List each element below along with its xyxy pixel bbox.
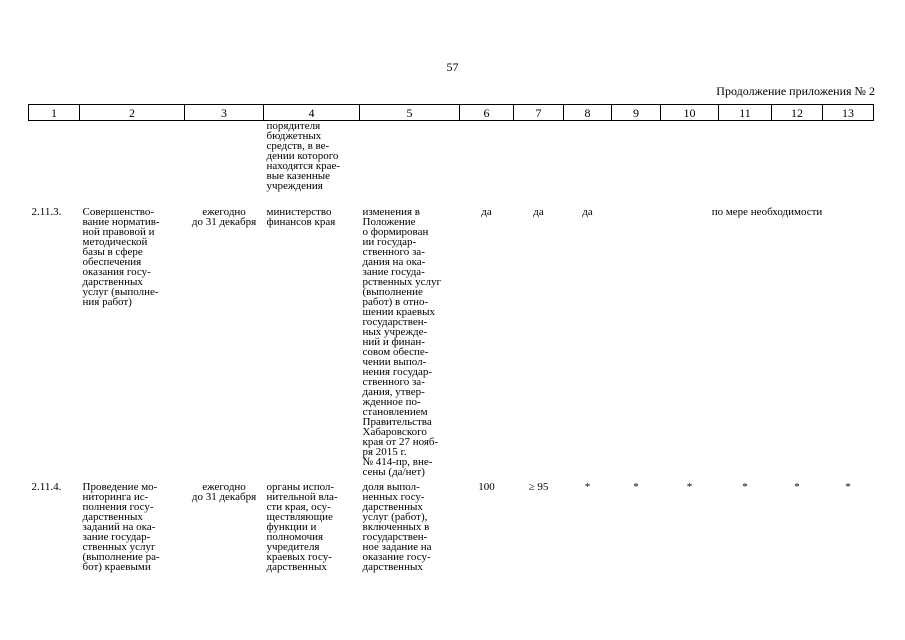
cell-line: зание госуда- [362, 266, 425, 278]
activity-cell [80, 207, 185, 477]
cell-line: (выполнение ра- [82, 551, 160, 563]
cell-line: сти края, осу- [266, 501, 331, 513]
responsible-cell [264, 482, 360, 572]
cell-line: дания на ока- [362, 256, 426, 268]
cell-line: Положение [362, 216, 416, 228]
header-col-2: 2 [80, 105, 185, 121]
value-col-8: * [584, 481, 591, 493]
cell-line: базы в сфере [82, 246, 143, 258]
cell-line: работ) в отно- [362, 296, 429, 308]
header-col-9: 9 [612, 105, 661, 121]
value-col-9: * [633, 481, 639, 493]
cell-line: (выполнение [362, 286, 423, 298]
indicator-cell [360, 482, 460, 572]
header-col-3: 3 [185, 105, 264, 121]
cell-line: дарственных [266, 561, 327, 573]
cell-line: чении выпол- [362, 356, 427, 368]
cell-line: дарственных [362, 501, 423, 513]
cell-line: бот) краевыми [82, 561, 151, 573]
cell-line: ственного за- [362, 376, 425, 388]
cell-line: изменения в [362, 206, 420, 218]
cell-line: о формирован [362, 226, 429, 238]
value-col-8: да [582, 206, 593, 218]
cell-line: средств, в ве- [266, 140, 330, 152]
header-col-8: 8 [564, 105, 612, 121]
responsible-cell [264, 207, 360, 477]
cell-line: государствен- [362, 316, 428, 328]
header-col-11: 11 [719, 105, 772, 121]
header-col-4: 4 [264, 105, 360, 121]
header-col-12: 12 [772, 105, 823, 121]
deadline-cell [185, 482, 264, 572]
cell-line: ществляющие [266, 511, 333, 523]
cell-line: ежегодно [202, 481, 246, 493]
continuation-col4-cell [264, 121, 360, 192]
cell-line: полнения госу- [82, 501, 154, 513]
cell-line: ния работ) [82, 296, 132, 308]
cell-line: полномочия [266, 531, 324, 543]
value-col-12: * [794, 481, 800, 493]
page-number: 57 [446, 60, 459, 74]
cell-line: функции и [266, 521, 317, 533]
cell-line: включенных в [362, 521, 430, 533]
value-col-7: ≥ 95 [528, 481, 549, 493]
cell-line: жденное по- [362, 396, 421, 408]
cell-line: финансов края [266, 216, 336, 228]
header-col-6: 6 [460, 105, 514, 121]
header-col-1: 1 [29, 105, 80, 121]
cell-line: услуг (выполне- [82, 286, 159, 298]
cell-line: ний и финан- [362, 336, 425, 348]
cell-line: ря 2015 г. [362, 446, 407, 458]
plan-table [28, 104, 874, 572]
cell-line: Правительства [362, 416, 432, 428]
cell-line: ии государ- [362, 236, 417, 248]
cell-line: ежегодно [202, 206, 246, 218]
header-col-10: 10 [661, 105, 719, 121]
value-col-6: 100 [478, 481, 495, 493]
cell-line: нительной вла- [266, 491, 338, 503]
cell-line: до 31 декабря [191, 216, 257, 228]
value-col-13: * [845, 481, 851, 493]
cell-line: дарственных [82, 276, 143, 288]
cell-line: порядителя [266, 120, 321, 132]
cell-line: шении краевых [362, 306, 435, 318]
header-row [29, 105, 874, 121]
cell-line: вые казенные [266, 170, 331, 182]
value-col-10-13: по мере необходимости [711, 206, 823, 218]
cell-line: ной правовой и [82, 226, 155, 238]
cell-line: края от 27 нояб- [362, 436, 439, 448]
value-col-7: да [533, 206, 544, 218]
cell-line: дарственных [82, 511, 143, 523]
value-col-11: * [742, 481, 748, 493]
continuation-label: Продолжение приложения № 2 [716, 84, 875, 98]
cell-line: дении которого [266, 150, 339, 162]
cell-line: министерство [266, 206, 332, 218]
cell-line: ственных услуг [82, 541, 156, 553]
activity-cell [80, 482, 185, 572]
cell-line: Хабаровского [362, 426, 427, 438]
row-number: 2.11.3. [31, 206, 62, 218]
cell-line: оказания госу- [82, 266, 151, 278]
cell-line: органы испол- [266, 481, 335, 493]
value-col-10: * [686, 481, 693, 493]
cell-line: доля выпол- [362, 481, 420, 493]
cell-line: рственных услуг [362, 276, 441, 288]
cell-line: услуг (работ), [362, 511, 428, 523]
cell-line: находятся крае- [266, 160, 341, 172]
cell-line: учреждения [266, 180, 323, 192]
cell-line: до 31 декабря [191, 491, 257, 503]
cell-line: дания, утвер- [362, 386, 425, 398]
table-row-2-11-4 [29, 482, 874, 572]
cell-line: совом обеспе- [362, 346, 429, 358]
cell-line: ное задание на [362, 541, 432, 553]
cell-line: нения государ- [362, 366, 433, 378]
value-col-6: да [481, 206, 492, 218]
deadline-cell [185, 207, 264, 477]
cell-line: краевых госу- [266, 551, 332, 563]
cell-line: учредителя [266, 541, 320, 553]
cell-line: заданий на ока- [82, 521, 156, 533]
header-col-5: 5 [360, 105, 460, 121]
cell-line: Совершенство- [82, 206, 155, 218]
cell-line: ных учрежде- [362, 326, 428, 338]
header-col-13: 13 [823, 105, 874, 121]
cell-line: зание государ- [82, 531, 151, 543]
cell-line: ственного за- [362, 246, 425, 258]
cell-line: Проведение мо- [82, 481, 158, 493]
cell-line: бюджетных [266, 130, 322, 142]
indicator-cell [360, 207, 460, 477]
cell-line: дарственных [362, 561, 423, 573]
cell-line: ниторинга ис- [82, 491, 149, 503]
cell-line: № 414-пр, внe- [362, 456, 433, 468]
table-row-2-11-3 [29, 207, 874, 477]
continuation-row [29, 121, 874, 192]
header-col-7: 7 [514, 105, 564, 121]
cell-line: сены (да/нет) [362, 466, 425, 478]
cell-line: ненных госу- [362, 491, 425, 503]
cell-line: оказание госу- [362, 551, 431, 563]
cell-line: обеспечения [82, 256, 142, 268]
cell-line: вание норматив- [82, 216, 160, 228]
cell-line: становлением [362, 406, 428, 418]
row-number: 2.11.4. [31, 481, 62, 493]
cell-line: государствен- [362, 531, 428, 543]
cell-line: методической [82, 236, 148, 248]
